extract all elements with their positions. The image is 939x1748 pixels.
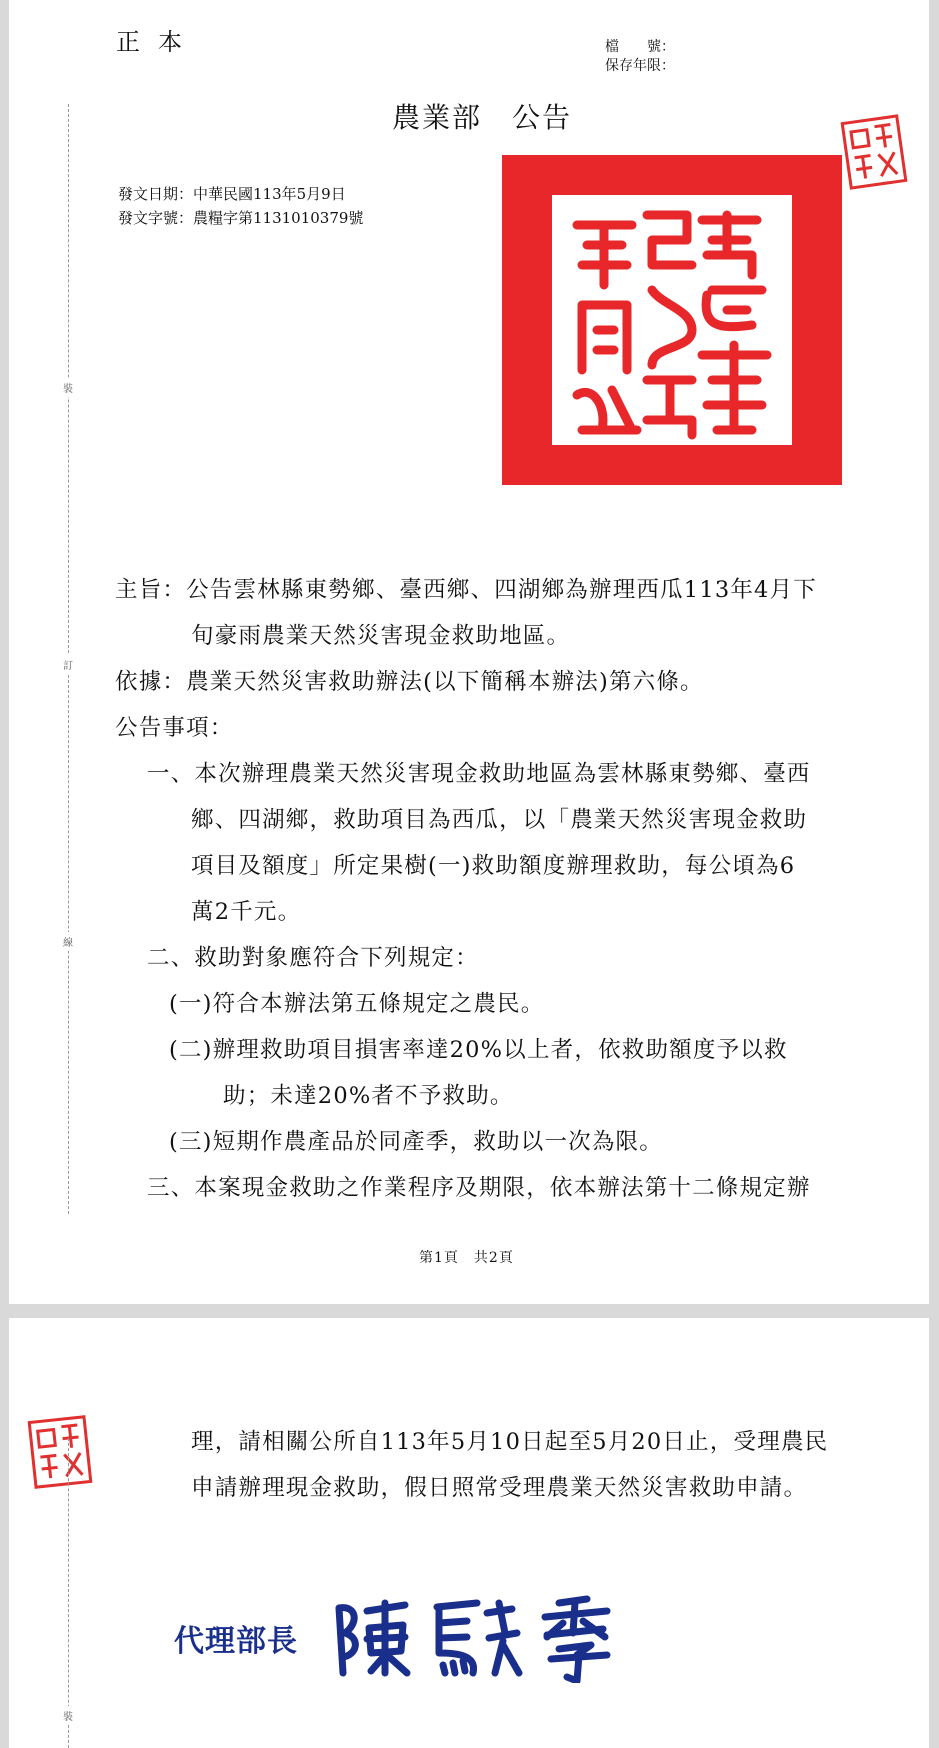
- document-title: 農業部 公告: [392, 101, 573, 134]
- item-3-line-1: 三、本案現金救助之作業程序及期限，依本辦法第十二條規定辦: [147, 1175, 811, 1201]
- document-page-2: [9, 1318, 929, 1748]
- small-seal-stamp: [841, 114, 908, 189]
- item-1-line-3: 項目及額度」所定果樹(一)救助額度辦理救助，每公頃為6: [191, 853, 796, 879]
- original-copy-label: 正本: [116, 28, 200, 56]
- minister-signature: [327, 1593, 627, 1683]
- binding-line-page-2: [68, 1438, 69, 1748]
- item-2-sub-1: (一)符合本辦法第五條規定之農民。: [169, 991, 545, 1017]
- small-seal-stamp-page-2: [28, 1415, 93, 1489]
- basis-line: 依據：農業天然災害救助辦法(以下簡稱本辦法)第六條。: [115, 669, 704, 695]
- item-3-line-2: 理，請相關公所自113年5月10日起至5月20日止，受理農民: [191, 1429, 829, 1455]
- binding-char-xian: 線: [63, 932, 73, 951]
- item-2-sub-3: (三)短期作農產品於同產季，救助以一次為限。: [169, 1129, 663, 1155]
- agency-official-seal: [502, 155, 842, 485]
- announcement-items-heading: 公告事項：: [115, 715, 234, 741]
- item-1-line-4: 萬2千元。: [191, 899, 302, 925]
- binding-char-zhuang: 裝: [63, 378, 73, 397]
- page-footer: 第1頁 共2頁: [419, 1250, 514, 1266]
- binding-char-ding: 訂: [63, 655, 73, 674]
- binding-char-zhuang-page-2: 裝: [63, 1706, 73, 1725]
- subject-line-1: 主旨：公告雲林縣東勢鄉、臺西鄉、四湖鄉為辦理西瓜113年4月下: [115, 577, 817, 603]
- subject-line-2: 旬豪雨農業天然災害現金救助地區。: [191, 623, 571, 649]
- retention-period-label: 保存年限：: [605, 58, 675, 74]
- item-2-heading: 二、救助對象應符合下列規定：: [147, 945, 479, 971]
- document-page-1: [9, 0, 929, 1304]
- item-1-line-2: 鄉、四湖鄉，救助項目為西瓜，以「農業天然災害現金救助: [191, 807, 808, 833]
- archive-number-label: 檔 號：: [605, 39, 675, 55]
- issue-date: 發文日期：中華民國113年5月9日: [118, 185, 346, 203]
- item-1-line-1: 一、本次辦理農業天然災害現金救助地區為雲林縣東勢鄉、臺西: [147, 761, 811, 787]
- item-3-line-3: 申請辦理現金救助，假日照常受理農業天然災害救助申請。: [191, 1475, 808, 1501]
- acting-minister-title: 代理部長: [174, 1624, 298, 1659]
- issue-number: 發文字號：農糧字第1131010379號: [118, 209, 364, 227]
- item-2-sub-2-line-2: 助；未達20%者不予救助。: [223, 1083, 514, 1109]
- item-2-sub-2-line-1: (二)辦理救助項目損害率達20%以上者，依救助額度予以救: [169, 1037, 788, 1063]
